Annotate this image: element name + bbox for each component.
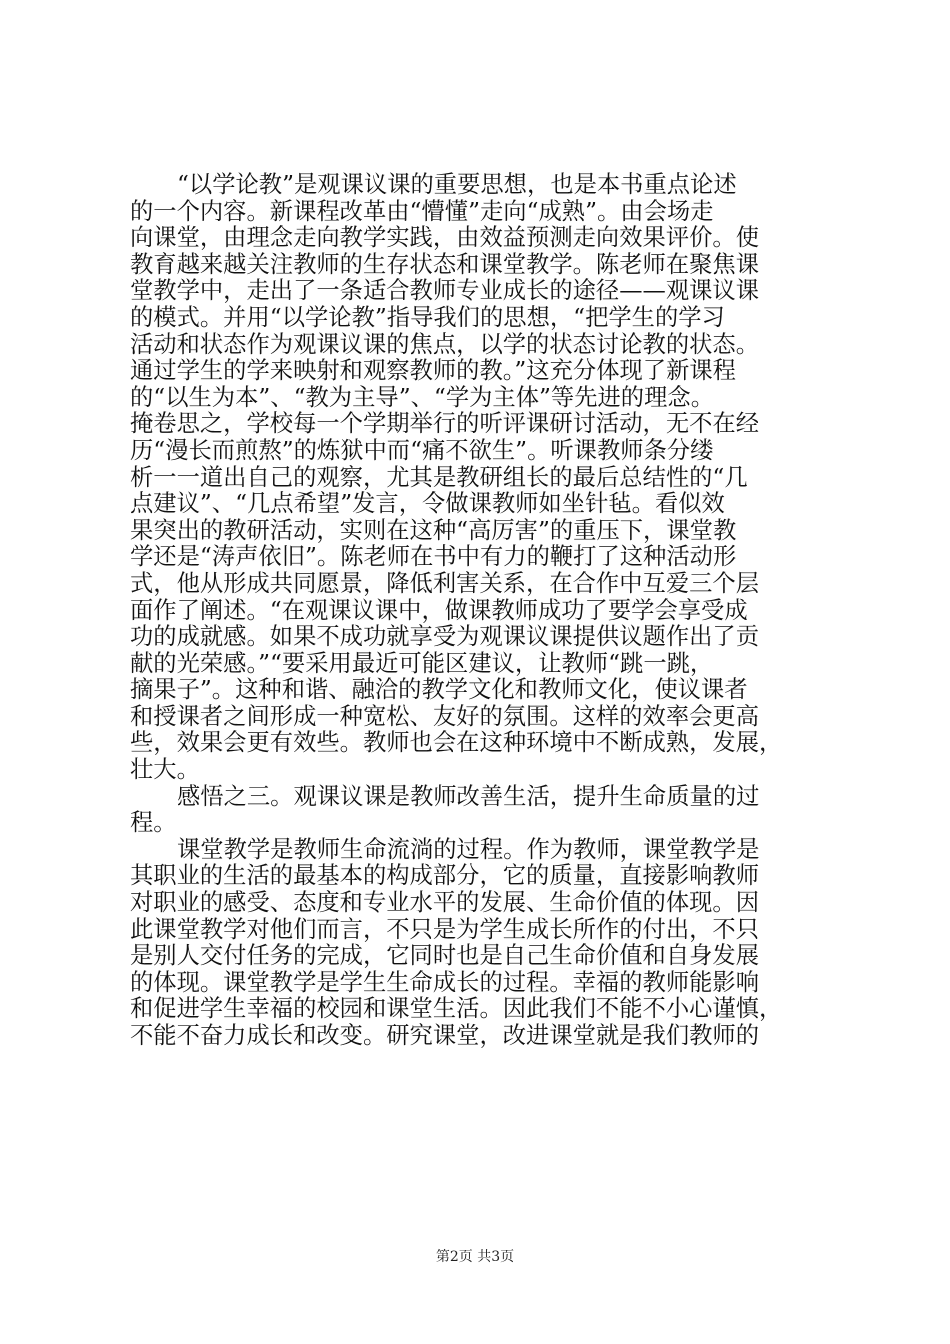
text-line: 式，他从形成共同愿景，降低利害关系，在合作中互爱三个层: [130, 569, 760, 597]
text-line: 对职业的感受、态度和专业水平的发展、生命价值的体现。因: [130, 889, 760, 917]
text-line: 和促进学生幸福的校园和课堂生活。因此我们不能不小心谨慎，: [130, 995, 783, 1023]
text-line: 向课堂，由理念走向教学实践，由效益预测走向效果评价。使: [130, 224, 760, 252]
text-line: 的一个内容。新课程改革由“懵懂”走向“成熟”。由会场走: [130, 197, 714, 225]
text-line: 堂教学中，走出了一条适合教师专业成长的途径——观课议课: [130, 277, 760, 305]
text-line: 点建议”、“几点希望”发言，令做课教师如坐针毡。看似效: [130, 490, 725, 518]
text-line: 面作了阐述。“在观课议课中，做课教师成功了要学会享受成: [130, 596, 748, 624]
text-line: 摘果子”。这种和谐、融洽的教学文化和教师文化，使议课者: [130, 676, 748, 704]
text-line: 析一一道出自己的观察，尤其是教研组长的最后总结性的“几: [130, 463, 748, 491]
text-line: 的体现。课堂教学是学生生命成长的过程。幸福的教师能影响: [130, 968, 760, 996]
text-line: 历“漫长而煎熬”的炼狱中而“痛不欲生”。听课教师条分缕: [130, 436, 714, 464]
text-line: 壮大。: [130, 756, 200, 784]
text-line: 些，效果会更有效些。教师也会在这种环境中不断成熟，发展，: [130, 729, 783, 757]
text-line: 教育越来越关注教师的生存状态和课堂教学。陈老师在聚焦课: [130, 250, 760, 278]
text-line: 献的光荣感。”“要采用最近可能区建议，让教师“跳一跳，: [130, 649, 714, 677]
text-line: 活动和状态作为观课议课的焦点，以学的状态讨论教的状态。: [130, 330, 760, 358]
text-line: 学还是“涛声依旧”。陈老师在书中有力的鞭打了这种活动形: [130, 543, 737, 571]
text-line: 不能不奋力成长和改变。研究课堂，改进课堂就是我们教师的: [130, 1022, 760, 1049]
text-line: 通过学生的学来映射和观察教师的教。”这充分体现了新课程: [130, 357, 736, 385]
body-text: [130, 172, 835, 1050]
text-line: 程。: [130, 809, 177, 837]
text-line: 是别人交付任务的完成，它同时也是自己生命价值和自身发展: [130, 942, 760, 970]
text-line: “以学论教”是观课议课的重要思想，也是本书重点论述: [177, 171, 737, 198]
text-line: 的模式。并用“以学论教”指导我们的思想，“把学生的学习: [130, 303, 725, 331]
text-line: 其职业的生活的最基本的构成部分，它的质量，直接影响教师: [130, 862, 760, 890]
text-line: 的“以生为本”、“教为主导”、“学为主体”等先进的理念。: [130, 383, 714, 411]
text-line: 功的成就感。如果不成功就享受为观课议课提供议题作出了贡: [130, 623, 760, 651]
text-line: 感悟之三。观课议课是教师改善生活，提升生命质量的过: [177, 782, 760, 810]
text-line: 果突出的教研活动，实则在这种“高厉害”的重压下，课堂教: [130, 516, 737, 544]
text-line: 和授课者之间形成一种宽松、友好的氛围。这样的效率会更高: [130, 702, 760, 730]
page-footer: 第2页 共3页: [435, 1249, 515, 1265]
text-line: 课堂教学是教师生命流淌的过程。作为教师，课堂教学是: [177, 835, 760, 863]
text-line: 掩卷思之，学校每一个学期举行的听评课研讨活动，无不在经: [130, 410, 760, 438]
text-line: 此课堂教学对他们而言，不只是为学生成长所作的付出，不只: [130, 915, 760, 943]
